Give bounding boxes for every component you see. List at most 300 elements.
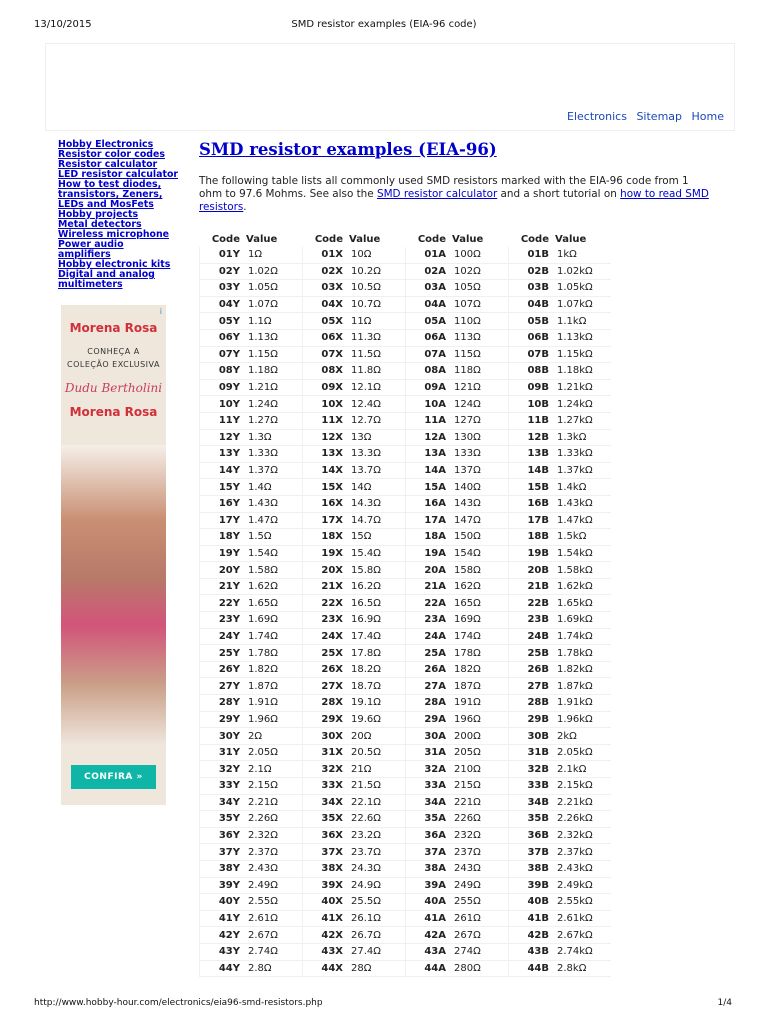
resistor-value-cell: 26.7Ω [349, 927, 406, 944]
resistor-code-cell: 07X [303, 346, 350, 363]
resistor-code-cell: 32A [406, 761, 453, 778]
resistor-value-cell: 13Ω [349, 429, 406, 446]
resistor-value-cell: 1kΩ [555, 247, 611, 263]
resistor-code-cell: 05X [303, 313, 350, 330]
resistor-code-cell: 15X [303, 479, 350, 496]
table-row [200, 761, 612, 778]
intro-text: . [243, 201, 247, 213]
resistor-code-cell: 13Y [200, 446, 247, 463]
resistor-value-cell: 1.54kΩ [555, 545, 611, 562]
table-row [200, 595, 612, 612]
resistor-code-cell: 01X [303, 247, 350, 263]
resistor-code-cell: 02X [303, 263, 350, 280]
resistor-value-cell: 1.15Ω [246, 346, 303, 363]
table-row [200, 927, 612, 944]
column-header: Value [452, 233, 484, 245]
resistor-code-cell: 34B [509, 794, 556, 811]
resistor-code-cell: 01A [406, 247, 453, 263]
resistor-value-cell: 130Ω [452, 429, 509, 446]
resistor-value-cell: 1.33Ω [246, 446, 303, 463]
resistor-value-cell: 2.61Ω [246, 910, 303, 927]
table-row [200, 744, 612, 761]
table-row [200, 379, 612, 396]
resistor-value-cell: 1.96kΩ [555, 711, 611, 728]
resistor-value-cell: 261Ω [452, 910, 509, 927]
adchoices-icon[interactable]: i [159, 307, 162, 316]
resistor-code-cell: 10X [303, 396, 350, 413]
resistor-value-cell: 158Ω [452, 562, 509, 579]
resistor-value-cell: 1.74Ω [246, 628, 303, 645]
resistor-code-cell: 32B [509, 761, 556, 778]
resistor-code-cell: 39X [303, 877, 350, 894]
resistor-value-cell: 1.43kΩ [555, 495, 611, 512]
resistor-value-cell: 196Ω [452, 711, 509, 728]
resistor-value-cell: 24.9Ω [349, 877, 406, 894]
resistor-code-cell: 28A [406, 695, 453, 712]
ad-photo [61, 445, 166, 745]
resistor-code-cell: 27Y [200, 678, 247, 695]
resistor-code-cell: 21X [303, 578, 350, 595]
resistor-value-cell: 110Ω [452, 313, 509, 330]
resistor-value-cell: 1.54Ω [246, 545, 303, 562]
column-header: Code [314, 233, 343, 245]
table-row [200, 512, 612, 529]
resistor-code-cell: 31X [303, 744, 350, 761]
resistor-code-cell: 18X [303, 529, 350, 546]
resistor-code-cell: 11A [406, 412, 453, 429]
resistor-code-cell: 27X [303, 678, 350, 695]
table-row [200, 363, 612, 380]
resistor-code-cell: 09B [509, 379, 556, 396]
resistor-value-cell: 232Ω [452, 827, 509, 844]
resistor-code-cell: 39B [509, 877, 556, 894]
table-row [200, 910, 612, 927]
resistor-value-cell: 23.7Ω [349, 844, 406, 861]
column-header: Code [417, 233, 446, 245]
resistor-code-cell: 17B [509, 512, 556, 529]
resistor-value-cell: 255Ω [452, 894, 509, 911]
resistor-value-cell: 1.78kΩ [555, 645, 611, 662]
resistor-value-cell: 13.3Ω [349, 446, 406, 463]
resistor-code-cell: 03X [303, 280, 350, 297]
resistor-value-cell: 182Ω [452, 661, 509, 678]
resistor-code-cell: 15A [406, 479, 453, 496]
resistor-code-cell: 14B [509, 462, 556, 479]
resistor-value-cell: 1.13Ω [246, 329, 303, 346]
resistor-code-cell: 16A [406, 495, 453, 512]
resistor-code-cell: 27A [406, 678, 453, 695]
print-page-number: 1/4 [717, 998, 732, 1008]
resistor-value-cell: 1.87kΩ [555, 678, 611, 695]
resistor-value-cell: 1.4Ω [246, 479, 303, 496]
resistor-code-cell: 06X [303, 329, 350, 346]
table-row [200, 562, 612, 579]
table-row [200, 247, 612, 263]
sidebar-link[interactable]: Wireless microphone [58, 229, 169, 240]
resistor-value-cell: 1.47Ω [246, 512, 303, 529]
resistor-value-cell: 1.1Ω [246, 313, 303, 330]
resistor-value-cell: 1.91kΩ [555, 695, 611, 712]
resistor-value-cell: 1.15kΩ [555, 346, 611, 363]
resistor-value-cell: 137Ω [452, 462, 509, 479]
resistor-code-cell: 15B [509, 479, 556, 496]
resistor-code-cell: 04X [303, 296, 350, 313]
resistor-code-cell: 26A [406, 661, 453, 678]
resistor-code-cell: 05B [509, 313, 556, 330]
intro-text: The following table lists all commonly used SMD resistors marked with the EIA-96 code from 1 ohm to 97.6 Mohms. See also the [199, 175, 689, 200]
resistor-code-cell: 18A [406, 529, 453, 546]
table-row [200, 678, 612, 695]
resistor-value-cell: 221Ω [452, 794, 509, 811]
resistor-value-cell: 154Ω [452, 545, 509, 562]
resistor-code-cell: 44X [303, 960, 350, 977]
resistor-code-cell: 13X [303, 446, 350, 463]
resistor-code-cell: 31B [509, 744, 556, 761]
resistor-value-cell: 1.05Ω [246, 280, 303, 297]
resistor-value-cell: 2.32Ω [246, 827, 303, 844]
resistor-code-cell: 30A [406, 728, 453, 745]
table-row [200, 396, 612, 413]
resistor-code-cell: 14Y [200, 462, 247, 479]
resistor-code-cell: 24B [509, 628, 556, 645]
resistor-value-cell: 274Ω [452, 943, 509, 960]
resistor-code-cell: 28B [509, 695, 556, 712]
resistor-code-cell: 11B [509, 412, 556, 429]
resistor-code-cell: 25Y [200, 645, 247, 662]
resistor-value-cell: 20.5Ω [349, 744, 406, 761]
resistor-code-cell: 06A [406, 329, 453, 346]
column-header: Value [246, 233, 278, 245]
resistor-value-cell: 14Ω [349, 479, 406, 496]
resistor-value-cell: 1.07Ω [246, 296, 303, 313]
resistor-value-cell: 27.4Ω [349, 943, 406, 960]
resistor-code-cell: 02A [406, 263, 453, 280]
resistor-value-cell: 14.3Ω [349, 495, 406, 512]
resistor-value-cell: 1.33kΩ [555, 446, 611, 463]
resistor-value-cell: 1.21Ω [246, 379, 303, 396]
resistor-code-cell: 36A [406, 827, 453, 844]
top-nav [561, 110, 724, 123]
resistor-code-cell: 16Y [200, 495, 247, 512]
resistor-code-cell: 03B [509, 280, 556, 297]
resistor-code-cell: 22X [303, 595, 350, 612]
resistor-code-cell: 04A [406, 296, 453, 313]
resistor-code-cell: 38X [303, 860, 350, 877]
resistor-value-cell: 2.43Ω [246, 860, 303, 877]
resistor-value-cell: 2.15kΩ [555, 778, 611, 795]
resistor-value-cell: 140Ω [452, 479, 509, 496]
resistor-code-cell: 40X [303, 894, 350, 911]
resistor-code-cell: 34Y [200, 794, 247, 811]
table-row [200, 943, 612, 960]
table-row [200, 628, 612, 645]
sidebar-link[interactable]: LED resistor calculator [58, 169, 179, 180]
resistor-code-cell: 26X [303, 661, 350, 678]
resistor-value-cell: 1.05kΩ [555, 280, 611, 297]
resistor-code-cell: 25B [509, 645, 556, 662]
resistor-code-cell: 24X [303, 628, 350, 645]
resistor-code-cell: 18Y [200, 529, 247, 546]
resistor-value-cell: 17.8Ω [349, 645, 406, 662]
resistor-code-cell: 08A [406, 363, 453, 380]
resistor-value-cell: 102Ω [452, 263, 509, 280]
resistor-value-cell: 2.37kΩ [555, 844, 611, 861]
resistor-code-cell: 21A [406, 578, 453, 595]
resistor-code-cell: 05Y [200, 313, 247, 330]
resistor-value-cell: 1.37kΩ [555, 462, 611, 479]
resistor-code-cell: 31Y [200, 744, 247, 761]
resistor-code-cell: 29Y [200, 711, 247, 728]
resistor-value-cell: 1.96Ω [246, 711, 303, 728]
resistor-value-cell: 178Ω [452, 645, 509, 662]
resistor-code-cell: 12Y [200, 429, 247, 446]
sidebar-link[interactable]: Metal detectors [58, 219, 142, 230]
resistor-code-cell: 41A [406, 910, 453, 927]
resistor-value-cell: 1.82Ω [246, 661, 303, 678]
intro-text: and a short tutorial on [497, 188, 621, 200]
smd-calculator-link[interactable]: SMD resistor calculator [376, 188, 498, 200]
sidebar-link[interactable]: transistors, Zeners, [58, 189, 163, 200]
sidebar-link[interactable]: Power audio amplifiers [58, 239, 124, 260]
nav-electronics[interactable]: Electronics [567, 110, 627, 123]
resistor-value-cell: 2.67kΩ [555, 927, 611, 944]
resistor-value-cell: 2.74Ω [246, 943, 303, 960]
resistor-value-cell: 2.26Ω [246, 811, 303, 828]
resistor-code-cell: 03Y [200, 280, 247, 297]
resistor-value-cell: 249Ω [452, 877, 509, 894]
resistor-value-cell: 243Ω [452, 860, 509, 877]
resistor-code-cell: 42A [406, 927, 453, 944]
resistor-code-cell: 43Y [200, 943, 247, 960]
resistor-code-cell: 05A [406, 313, 453, 330]
resistor-value-cell: 13.7Ω [349, 462, 406, 479]
sidebar-link[interactable]: How to test diodes, [58, 179, 162, 190]
resistor-value-cell: 28Ω [349, 960, 406, 977]
sidebar-link[interactable]: Resistor calculator [58, 159, 158, 170]
resistor-code-cell: 42B [509, 927, 556, 944]
resistor-code-cell: 28X [303, 695, 350, 712]
resistor-value-cell: 1.24Ω [246, 396, 303, 413]
resistor-code-cell: 08B [509, 363, 556, 380]
resistor-code-cell: 04B [509, 296, 556, 313]
table-row [200, 346, 612, 363]
resistor-value-cell: 21Ω [349, 761, 406, 778]
resistor-code-cell: 36B [509, 827, 556, 844]
resistor-code-cell: 29A [406, 711, 453, 728]
resistor-code-cell: 33B [509, 778, 556, 795]
resistor-code-cell: 19Y [200, 545, 247, 562]
resistor-value-cell: 10Ω [349, 247, 406, 263]
resistor-value-cell: 19.1Ω [349, 695, 406, 712]
resistor-value-cell: 127Ω [452, 412, 509, 429]
resistor-code-cell: 21B [509, 578, 556, 595]
resistor-code-cell: 40A [406, 894, 453, 911]
table-row [200, 529, 612, 546]
resistor-code-cell: 22B [509, 595, 556, 612]
sidebar-link[interactable]: Hobby projects [58, 209, 139, 220]
resistor-code-cell: 04Y [200, 296, 247, 313]
resistor-code-cell: 32X [303, 761, 350, 778]
sidebar-link[interactable]: Resistor color codes [58, 149, 165, 160]
resistor-value-cell: 15.4Ω [349, 545, 406, 562]
resistor-code-cell: 42Y [200, 927, 247, 944]
resistor-code-cell: 10Y [200, 396, 247, 413]
resistor-code-cell: 23X [303, 612, 350, 629]
resistor-value-cell: 1.3kΩ [555, 429, 611, 446]
resistor-value-cell: 2kΩ [555, 728, 611, 745]
resistor-value-cell: 1.69Ω [246, 612, 303, 629]
resistor-value-cell: 169Ω [452, 612, 509, 629]
resistor-value-cell: 11.5Ω [349, 346, 406, 363]
resistor-value-cell: 12.1Ω [349, 379, 406, 396]
resistor-value-cell: 237Ω [452, 844, 509, 861]
resistor-value-cell: 187Ω [452, 678, 509, 695]
resistor-value-cell: 143Ω [452, 495, 509, 512]
side-advertisement[interactable] [61, 305, 166, 805]
resistor-value-cell: 2.21kΩ [555, 794, 611, 811]
resistor-code-cell: 10B [509, 396, 556, 413]
how-to-read-link[interactable]: how to read SMD resistors [199, 188, 709, 213]
resistor-code-cell: 40Y [200, 894, 247, 911]
resistor-value-cell: 1.24kΩ [555, 396, 611, 413]
resistor-value-cell: 226Ω [452, 811, 509, 828]
resistor-code-cell: 17X [303, 512, 350, 529]
resistor-code-cell: 44Y [200, 960, 247, 977]
resistor-value-cell: 1.87Ω [246, 678, 303, 695]
resistor-value-cell: 1.69kΩ [555, 612, 611, 629]
column-header: Code [211, 233, 240, 245]
sidebar-link[interactable]: Digital and analog [58, 269, 155, 280]
ad-confira-button[interactable]: CONFIRA » [71, 765, 156, 789]
table-row [200, 280, 612, 297]
resistor-code-cell: 02Y [200, 263, 247, 280]
resistor-code-cell: 03A [406, 280, 453, 297]
resistor-code-cell: 35B [509, 811, 556, 828]
resistor-value-cell: 1.74kΩ [555, 628, 611, 645]
resistor-code-cell: 32Y [200, 761, 247, 778]
resistor-value-cell: 20Ω [349, 728, 406, 745]
resistor-value-cell: 2.8kΩ [555, 960, 611, 977]
resistor-code-cell: 38Y [200, 860, 247, 877]
resistor-value-cell: 162Ω [452, 578, 509, 595]
resistor-code-cell: 06B [509, 329, 556, 346]
table-row [200, 960, 612, 977]
resistor-value-cell: 1.5kΩ [555, 529, 611, 546]
resistor-value-cell: 1.5Ω [246, 529, 303, 546]
sidebar-link[interactable]: LEDs and MosFets [58, 199, 154, 210]
print-title: SMD resistor examples (EIA-96 code) [291, 19, 477, 30]
resistor-code-cell: 35A [406, 811, 453, 828]
resistor-value-cell: 1.1kΩ [555, 313, 611, 330]
resistor-code-cell: 21Y [200, 578, 247, 595]
resistor-code-cell: 07B [509, 346, 556, 363]
resistor-value-cell: 1.4kΩ [555, 479, 611, 496]
resistor-value-cell: 24.3Ω [349, 860, 406, 877]
column-header: Code [520, 233, 549, 245]
sidebar-link[interactable]: Hobby Electronics [58, 139, 154, 150]
resistor-code-cell: 41Y [200, 910, 247, 927]
resistor-value-cell: 22.1Ω [349, 794, 406, 811]
table-row [200, 645, 612, 662]
resistor-code-cell: 42X [303, 927, 350, 944]
resistor-value-cell: 19.6Ω [349, 711, 406, 728]
resistor-value-cell: 2.55kΩ [555, 894, 611, 911]
table-header-row [200, 231, 612, 247]
resistor-code-cell: 06Y [200, 329, 247, 346]
resistor-value-cell: 118Ω [452, 363, 509, 380]
resistor-code-cell: 01B [509, 247, 556, 263]
resistor-code-cell: 23Y [200, 612, 247, 629]
resistor-value-cell: 1.62kΩ [555, 578, 611, 595]
sidebar-link[interactable]: Hobby electronic kits [58, 259, 171, 270]
resistor-value-cell: 1.47kΩ [555, 512, 611, 529]
resistor-code-cell: 13B [509, 446, 556, 463]
resistor-value-cell: 10.7Ω [349, 296, 406, 313]
resistor-value-cell: 2.26kΩ [555, 811, 611, 828]
sidebar-link[interactable]: multimeters [58, 279, 123, 290]
table-row [200, 728, 612, 745]
resistor-value-cell: 1.07kΩ [555, 296, 611, 313]
resistor-value-cell: 2.49Ω [246, 877, 303, 894]
resistor-code-cell: 19A [406, 545, 453, 562]
resistor-code-cell: 37A [406, 844, 453, 861]
column-header: Value [349, 233, 381, 245]
resistor-code-cell: 20A [406, 562, 453, 579]
resistor-value-cell: 2.67Ω [246, 927, 303, 944]
resistor-code-cell: 43X [303, 943, 350, 960]
resistor-value-cell: 1.18Ω [246, 363, 303, 380]
resistor-value-cell: 11.3Ω [349, 329, 406, 346]
resistor-value-cell: 1.27Ω [246, 412, 303, 429]
table-row [200, 296, 612, 313]
resistor-code-cell: 24A [406, 628, 453, 645]
resistor-code-cell: 43A [406, 943, 453, 960]
resistor-code-cell: 16X [303, 495, 350, 512]
page-title: SMD resistor examples (EIA-96) [199, 140, 497, 159]
resistor-code-cell: 10A [406, 396, 453, 413]
resistor-code-cell: 19B [509, 545, 556, 562]
nav-sitemap[interactable]: Sitemap [636, 110, 683, 123]
resistor-value-cell: 147Ω [452, 512, 509, 529]
resistor-code-cell: 44A [406, 960, 453, 977]
resistor-code-cell: 18B [509, 529, 556, 546]
resistor-value-cell: 133Ω [452, 446, 509, 463]
resistor-value-cell: 18.2Ω [349, 661, 406, 678]
resistor-value-cell: 1.27kΩ [555, 412, 611, 429]
resistor-value-cell: 107Ω [452, 296, 509, 313]
resistor-code-cell: 15Y [200, 479, 247, 496]
resistor-value-cell: 2.55Ω [246, 894, 303, 911]
resistor-value-cell: 121Ω [452, 379, 509, 396]
resistor-code-cell: 31A [406, 744, 453, 761]
resistor-value-cell: 2.49kΩ [555, 877, 611, 894]
resistor-value-cell: 10.2Ω [349, 263, 406, 280]
resistor-value-cell: 10.5Ω [349, 280, 406, 297]
resistor-value-cell: 165Ω [452, 595, 509, 612]
ad-line1: CONHEÇA A [87, 347, 140, 356]
resistor-code-cell: 34A [406, 794, 453, 811]
resistor-value-cell: 267Ω [452, 927, 509, 944]
resistor-code-cell: 43B [509, 943, 556, 960]
nav-home[interactable]: Home [691, 110, 724, 123]
resistor-value-cell: 1.62Ω [246, 578, 303, 595]
resistor-code-cell: 11Y [200, 412, 247, 429]
resistor-code-cell: 20B [509, 562, 556, 579]
resistor-code-cell: 36Y [200, 827, 247, 844]
resistor-code-cell: 12A [406, 429, 453, 446]
resistor-value-cell: 1.78Ω [246, 645, 303, 662]
resistor-code-cell: 37Y [200, 844, 247, 861]
